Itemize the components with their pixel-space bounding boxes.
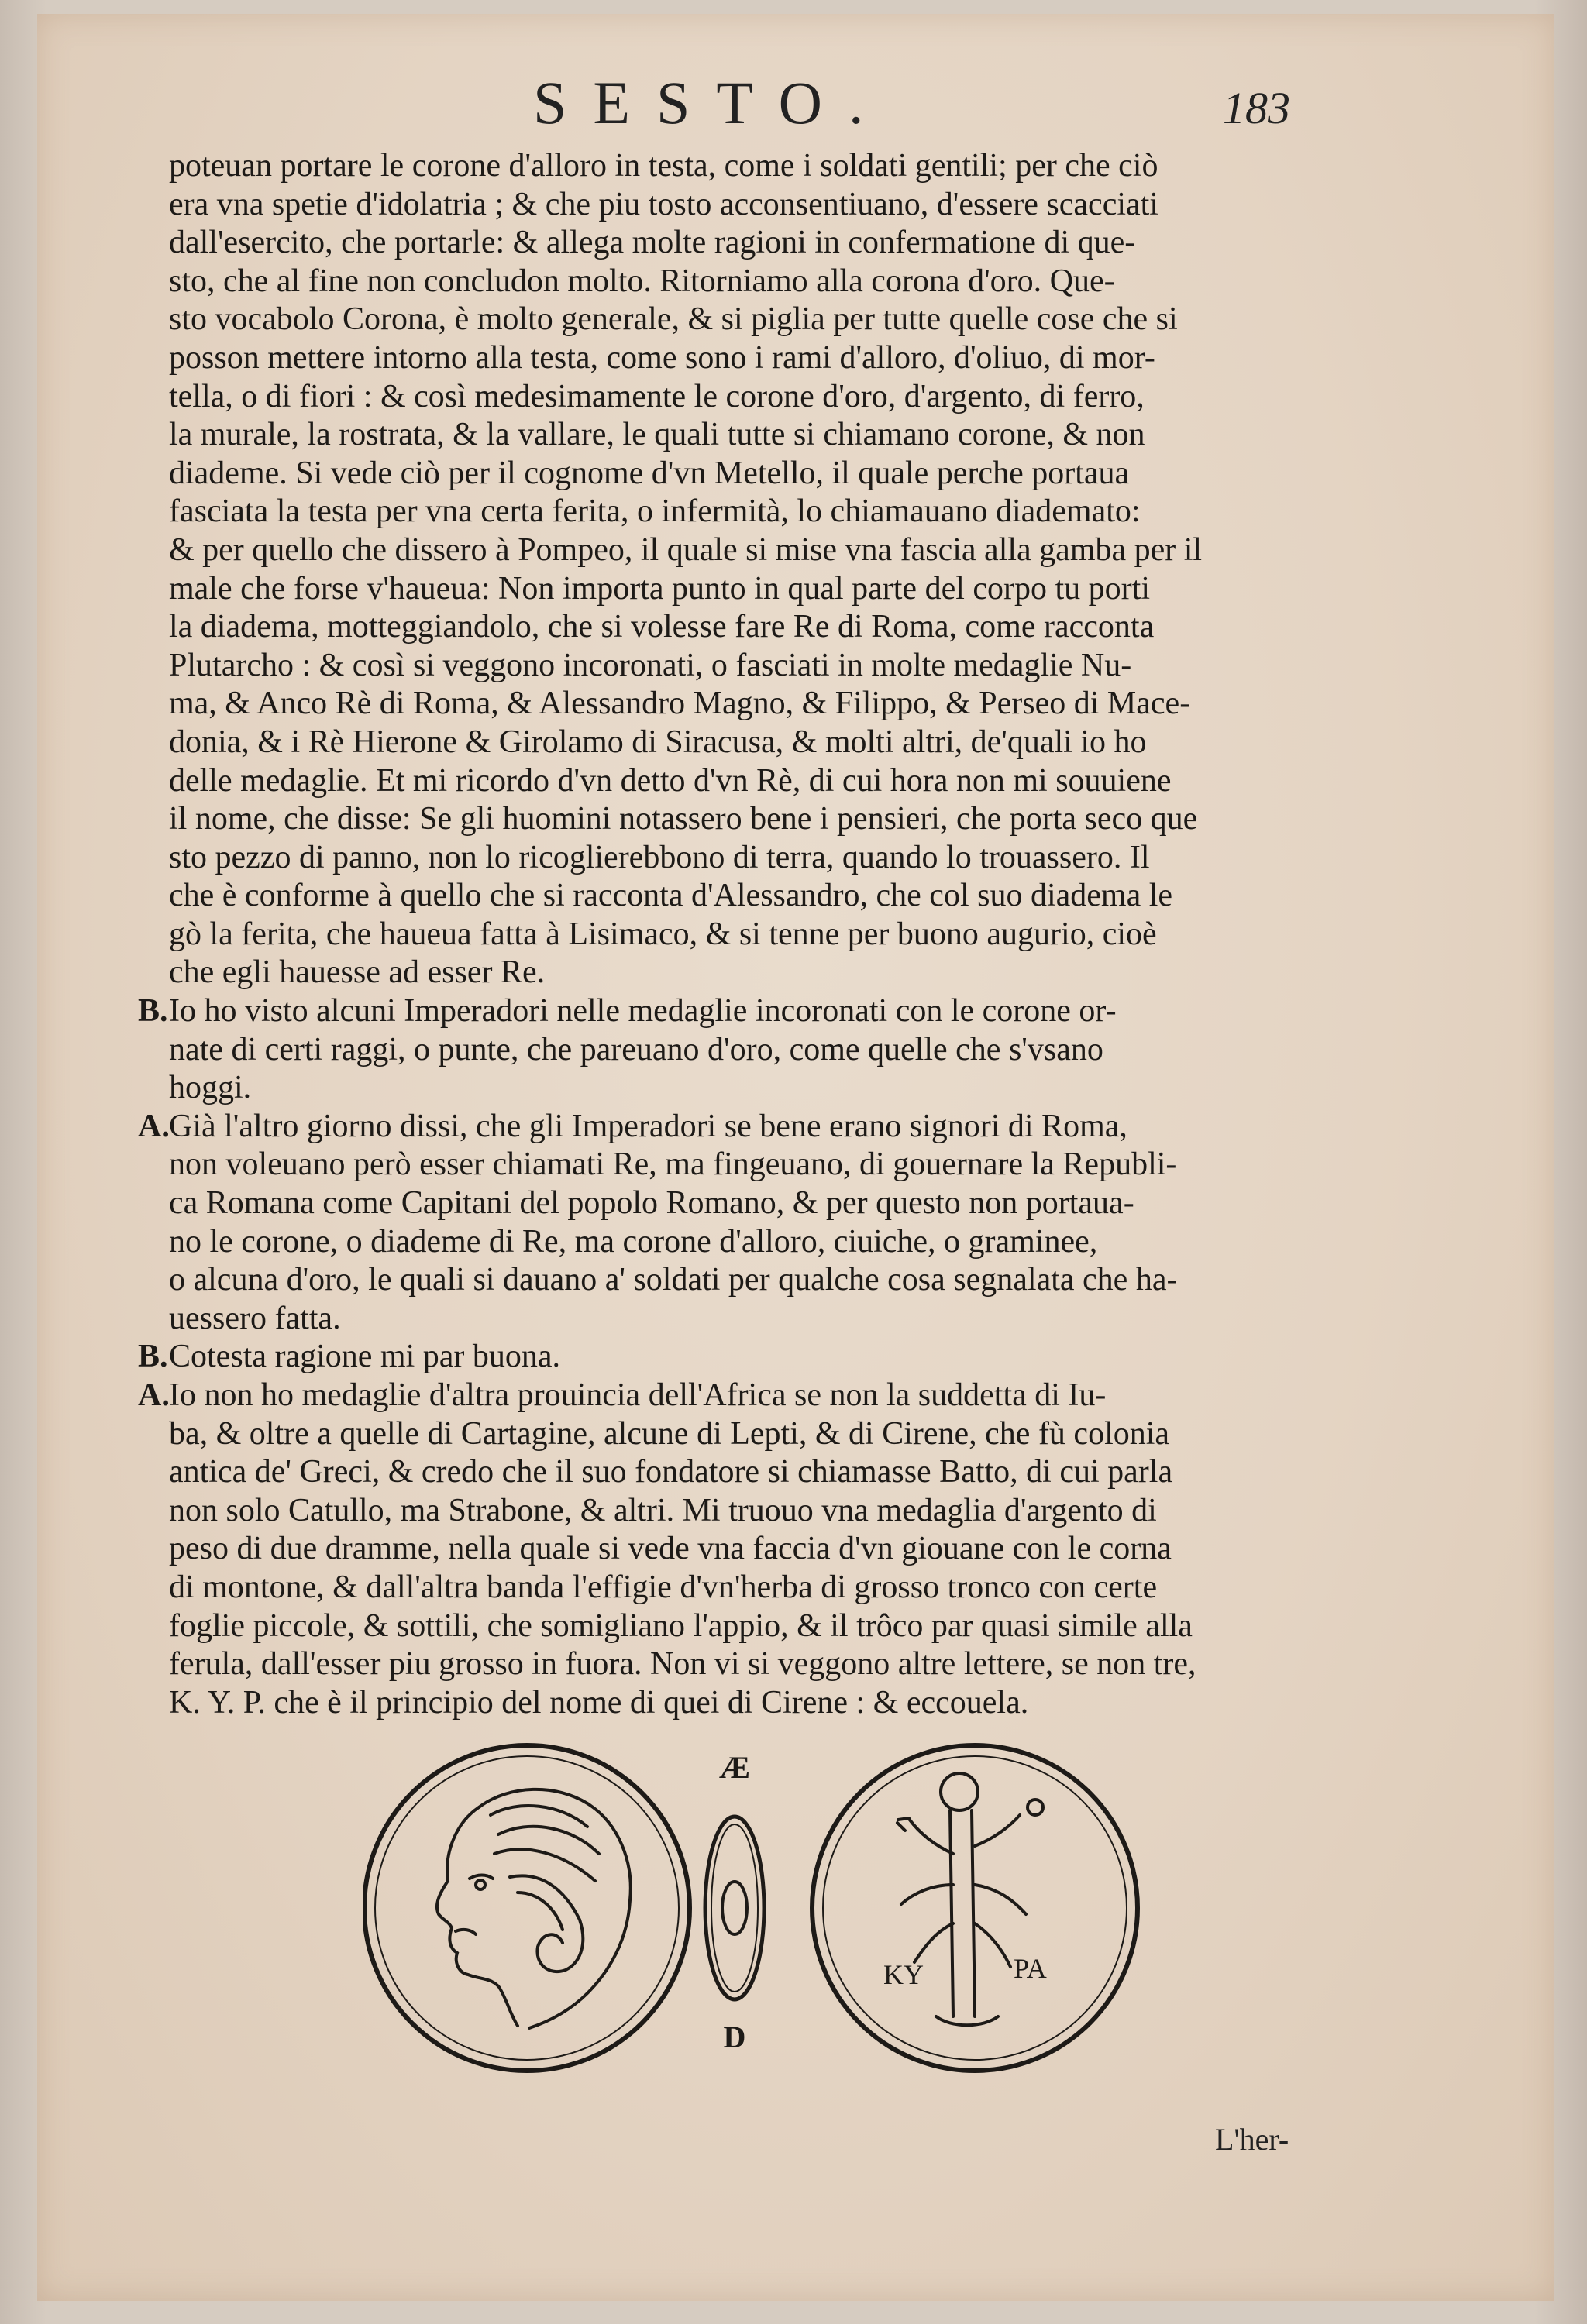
weight-marks bbox=[705, 1750, 764, 2054]
speaker-label: A. bbox=[138, 1377, 170, 1413]
opening-paragraph bbox=[169, 147, 1347, 992]
page-number: 183 bbox=[1223, 83, 1290, 133]
coin-obverse bbox=[364, 1745, 690, 2071]
text-line: gò la ferita, che haueua fatta à Lisimaco, & si tenne per buono augurio, cioè bbox=[169, 916, 1157, 952]
weight-letter: D bbox=[723, 2020, 746, 2054]
text-line: & per quello che dissero à Pompeo, il quale si mise vna fascia alla gamba per il bbox=[169, 531, 1203, 568]
text-line: uessero fatta. bbox=[169, 1300, 341, 1336]
text-line: diademe. Si vede ciò per il cognome d'vn Metello, il quale perche portaua bbox=[169, 455, 1130, 491]
text-line: o alcuna d'oro, le quali si dauano a' soldati per qualche cosa segnalata che ha- bbox=[169, 1262, 1178, 1298]
text-line: K. Y. P. che è il principio del nome di quei di Cirene : & eccouela. bbox=[169, 1684, 1029, 1721]
text-line: Cotesta ragione mi par buona. bbox=[169, 1339, 561, 1375]
dialogue-turn-b bbox=[138, 1338, 1347, 1377]
text-line: posson mettere intorno alla testa, come sono i rami d'alloro, d'oliuo, di mor- bbox=[169, 339, 1155, 376]
text-line: non voleuano però esser chiamati Re, ma fingeuano, di gouernare la Republi- bbox=[169, 1147, 1177, 1183]
text-line: ba, & oltre a quelle di Cartagine, alcune di Lepti, & di Cirene, che fù colonia bbox=[169, 1415, 1170, 1452]
text-line: tella, o di fiori : & così medesimamente le corone d'oro, d'argento, di ferro, bbox=[169, 378, 1145, 414]
speaker-label: B. bbox=[138, 1339, 168, 1375]
running-head: SESTO. bbox=[533, 69, 890, 136]
text-line: sto pezzo di panno, non lo ricoglierebbono di terra, quando lo trouassero. Il bbox=[169, 839, 1150, 875]
book-page bbox=[37, 14, 1554, 2301]
text-line: fasciata la testa per vna certa ferita, o infermità, lo chiamauano diademato: bbox=[169, 493, 1141, 530]
metal-mark: Æ bbox=[719, 1750, 750, 1785]
reverse-legend-left: KY bbox=[883, 1959, 924, 1990]
text-line: Io ho visto alcuni Imperadori nelle medaglie incoronati con le corone or- bbox=[169, 993, 1117, 1030]
text-line: di montone, & dall'altra banda l'effigie d'vn'herba di grosso tronco con certe bbox=[169, 1569, 1158, 1605]
text-line: delle medaglie. Et mi ricordo d'vn detto d'vn Rè, di cui hora non mi souuiene bbox=[169, 762, 1172, 799]
text-line: ferula, dall'esser piu grosso in fuora. Non vi si veggono altre lettere, se non tre, bbox=[169, 1646, 1196, 1683]
text-line: era vna spetie d'idolatria ; & che piu tosto acconsentiuano, d'essere scacciati bbox=[169, 186, 1158, 222]
text-line: peso di due dramme, nella quale si vede vna faccia d'vn giouane con le corna bbox=[169, 1531, 1172, 1567]
dialogue-turn-a bbox=[138, 1108, 1347, 1339]
text-line: male che forse v'haueua: Non importa punto in qual parte del corpo tu porti bbox=[169, 570, 1151, 607]
text-line: ca Romana come Capitani del popolo Romano, & per questo non portaua- bbox=[169, 1185, 1134, 1222]
text-line: donia, & i Rè Hierone & Girolamo di Siracusa, & molti altri, de'quali io ho bbox=[169, 724, 1147, 760]
text-line: il nome, che disse: Se gli huomini notassero bene i pensieri, che porta seco que bbox=[169, 801, 1198, 837]
text-line: antica de' Greci, & credo che il suo fondatore si chiamasse Batto, di cui parla bbox=[169, 1454, 1173, 1490]
text-line: sto vocabolo Corona, è molto generale, & si piglia per tutte quelle cose che si bbox=[169, 301, 1178, 338]
speaker-label: A. bbox=[138, 1108, 170, 1144]
reverse-legend-right: PA bbox=[1014, 1953, 1047, 1984]
text-line: che egli hauesse ad esser Re. bbox=[169, 954, 546, 991]
text-line: sto, che al fine non concludon molto. Ritorniamo alla corona d'oro. Que- bbox=[169, 263, 1115, 299]
text-line: Già l'altro giorno dissi, che gli Imperadori se bene erano signori di Roma, bbox=[169, 1108, 1127, 1144]
body-text bbox=[138, 147, 1347, 1722]
text-line: non solo Catullo, ma Strabone, & altri. Mi truouo vna medaglia d'argento di bbox=[169, 1492, 1157, 1528]
text-line: la murale, la rostrata, & la vallare, le quali tutte si chiamano corone, & non bbox=[169, 417, 1145, 453]
page-header bbox=[37, 68, 1554, 146]
text-line: ma, & Anco Rè di Roma, & Alessandro Magno, & Filippo, & Perseo di Mace- bbox=[169, 686, 1191, 722]
text-line: nate di certi raggi, o punte, che pareuano d'oro, come quelle che s'vsano bbox=[169, 1031, 1103, 1067]
text-line: foglie piccole, & sottili, che somigliano l'appio, & il trôco par quasi simile alla bbox=[169, 1607, 1193, 1644]
dialogue-turn-a bbox=[138, 1377, 1347, 1722]
speaker-label: B. bbox=[138, 993, 168, 1030]
text-line: hoggi. bbox=[169, 1070, 252, 1106]
dialogue-turn-b bbox=[138, 992, 1347, 1108]
text-line: dall'esercito, che portarle: & allega molte ragioni in confermatione di que- bbox=[169, 225, 1136, 261]
text-line: Io non ho medaglie d'altra prouincia dell'Africa se non la suddetta di Iu- bbox=[169, 1377, 1107, 1413]
catchword: L'her- bbox=[1215, 2122, 1289, 2157]
coin-reverse bbox=[812, 1745, 1138, 2071]
text-line: la diadema, motteggiandolo, che si volesse fare Re di Roma, come racconta bbox=[169, 609, 1155, 645]
coin-woodcut bbox=[363, 1738, 1153, 2078]
text-line: che è conforme à quello che si racconta d'Alessandro, che col suo diadema le bbox=[169, 878, 1173, 914]
text-line: no le corone, o diademe di Re, ma corone d'alloro, ciuiche, o graminee, bbox=[169, 1223, 1098, 1260]
text-line: Plutarcho : & così si veggono incoronati, o fasciati in molte medaglie Nu- bbox=[169, 647, 1132, 683]
ram-horned-head-engraving bbox=[437, 1789, 631, 2028]
text-line: poteuan portare le corone d'alloro in testa, come i soldati gentili; per che ciò bbox=[169, 148, 1158, 184]
